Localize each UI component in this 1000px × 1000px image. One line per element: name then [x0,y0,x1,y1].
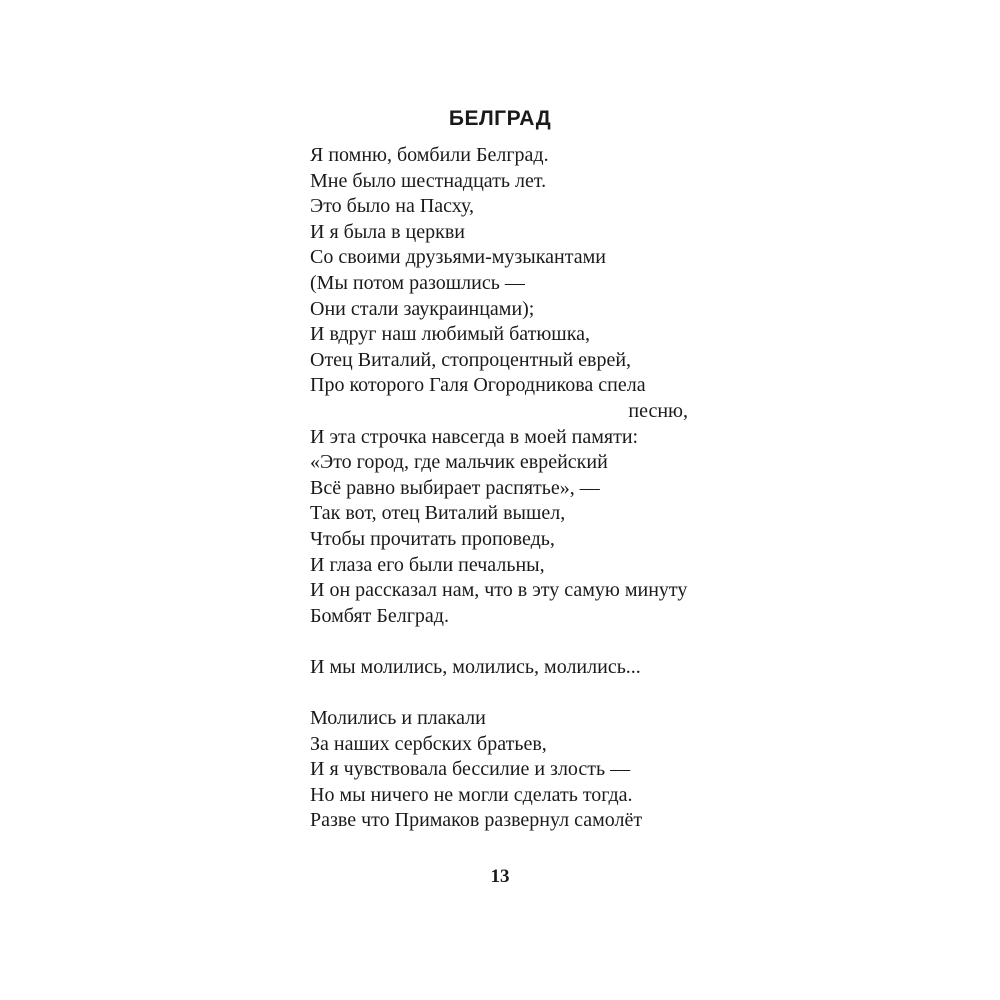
stanza-break [310,629,740,655]
stanza-1 [310,143,740,629]
poem-body [310,143,740,834]
stanza-break [310,680,740,706]
poem-line-continuation: песню, [628,399,688,422]
poem-line: «Это город, где мальчик еврейский [310,451,608,474]
poem-line: И глаза его были печальны, [310,553,545,576]
poem-line: Всё равно выбирает распятье», — [310,476,600,499]
poem-line: (Мы потом разошлись — [310,271,525,294]
poem-line: И я чувствовала бессилие и злость — [310,758,631,781]
poem-line: Мне было шестнадцать лет. [310,169,547,192]
poem-line: Разве что Примаков развернул самолёт [310,809,643,832]
poem-line: Так вот, отец Виталий вышел, [310,502,566,525]
stanza-3 [310,706,740,834]
poem-line: Молились и плакали [310,707,486,730]
poem-line: Бомбят Белград. [310,604,449,627]
poem-line: Про которого Галя Огородникова спела [310,374,646,397]
poem-line: И эта строчка навсегда в моей памяти: [310,425,639,448]
poem-line: Отец Виталий, стопроцентный еврей, [310,348,632,371]
poem-line: И вдруг наш любимый батюшка, [310,323,590,346]
poem-line: Чтобы прочитать проповедь, [310,527,555,550]
poem-line: И я была в церкви [310,220,465,243]
poem-line: Это было на Пасху, [310,195,475,218]
poem-line: Они стали заукраинцами); [310,297,535,320]
poem-line: Я помню, бомбили Белград. [310,144,549,166]
poem-line: И он рассказал нам, что в эту самую минуту [310,579,688,602]
poem-line: И мы молились, молились, молились... [310,655,641,678]
page-number: 13 [490,866,510,887]
poem-line: Но мы ничего не могли сделать тогда. [310,783,633,806]
poem-line: За наших сербских братьев, [310,732,547,755]
poem-title: БЕЛГРАД [448,107,552,130]
poem-line: Со своими друзьями-музыкантами [310,246,606,269]
stanza-2 [310,655,740,681]
